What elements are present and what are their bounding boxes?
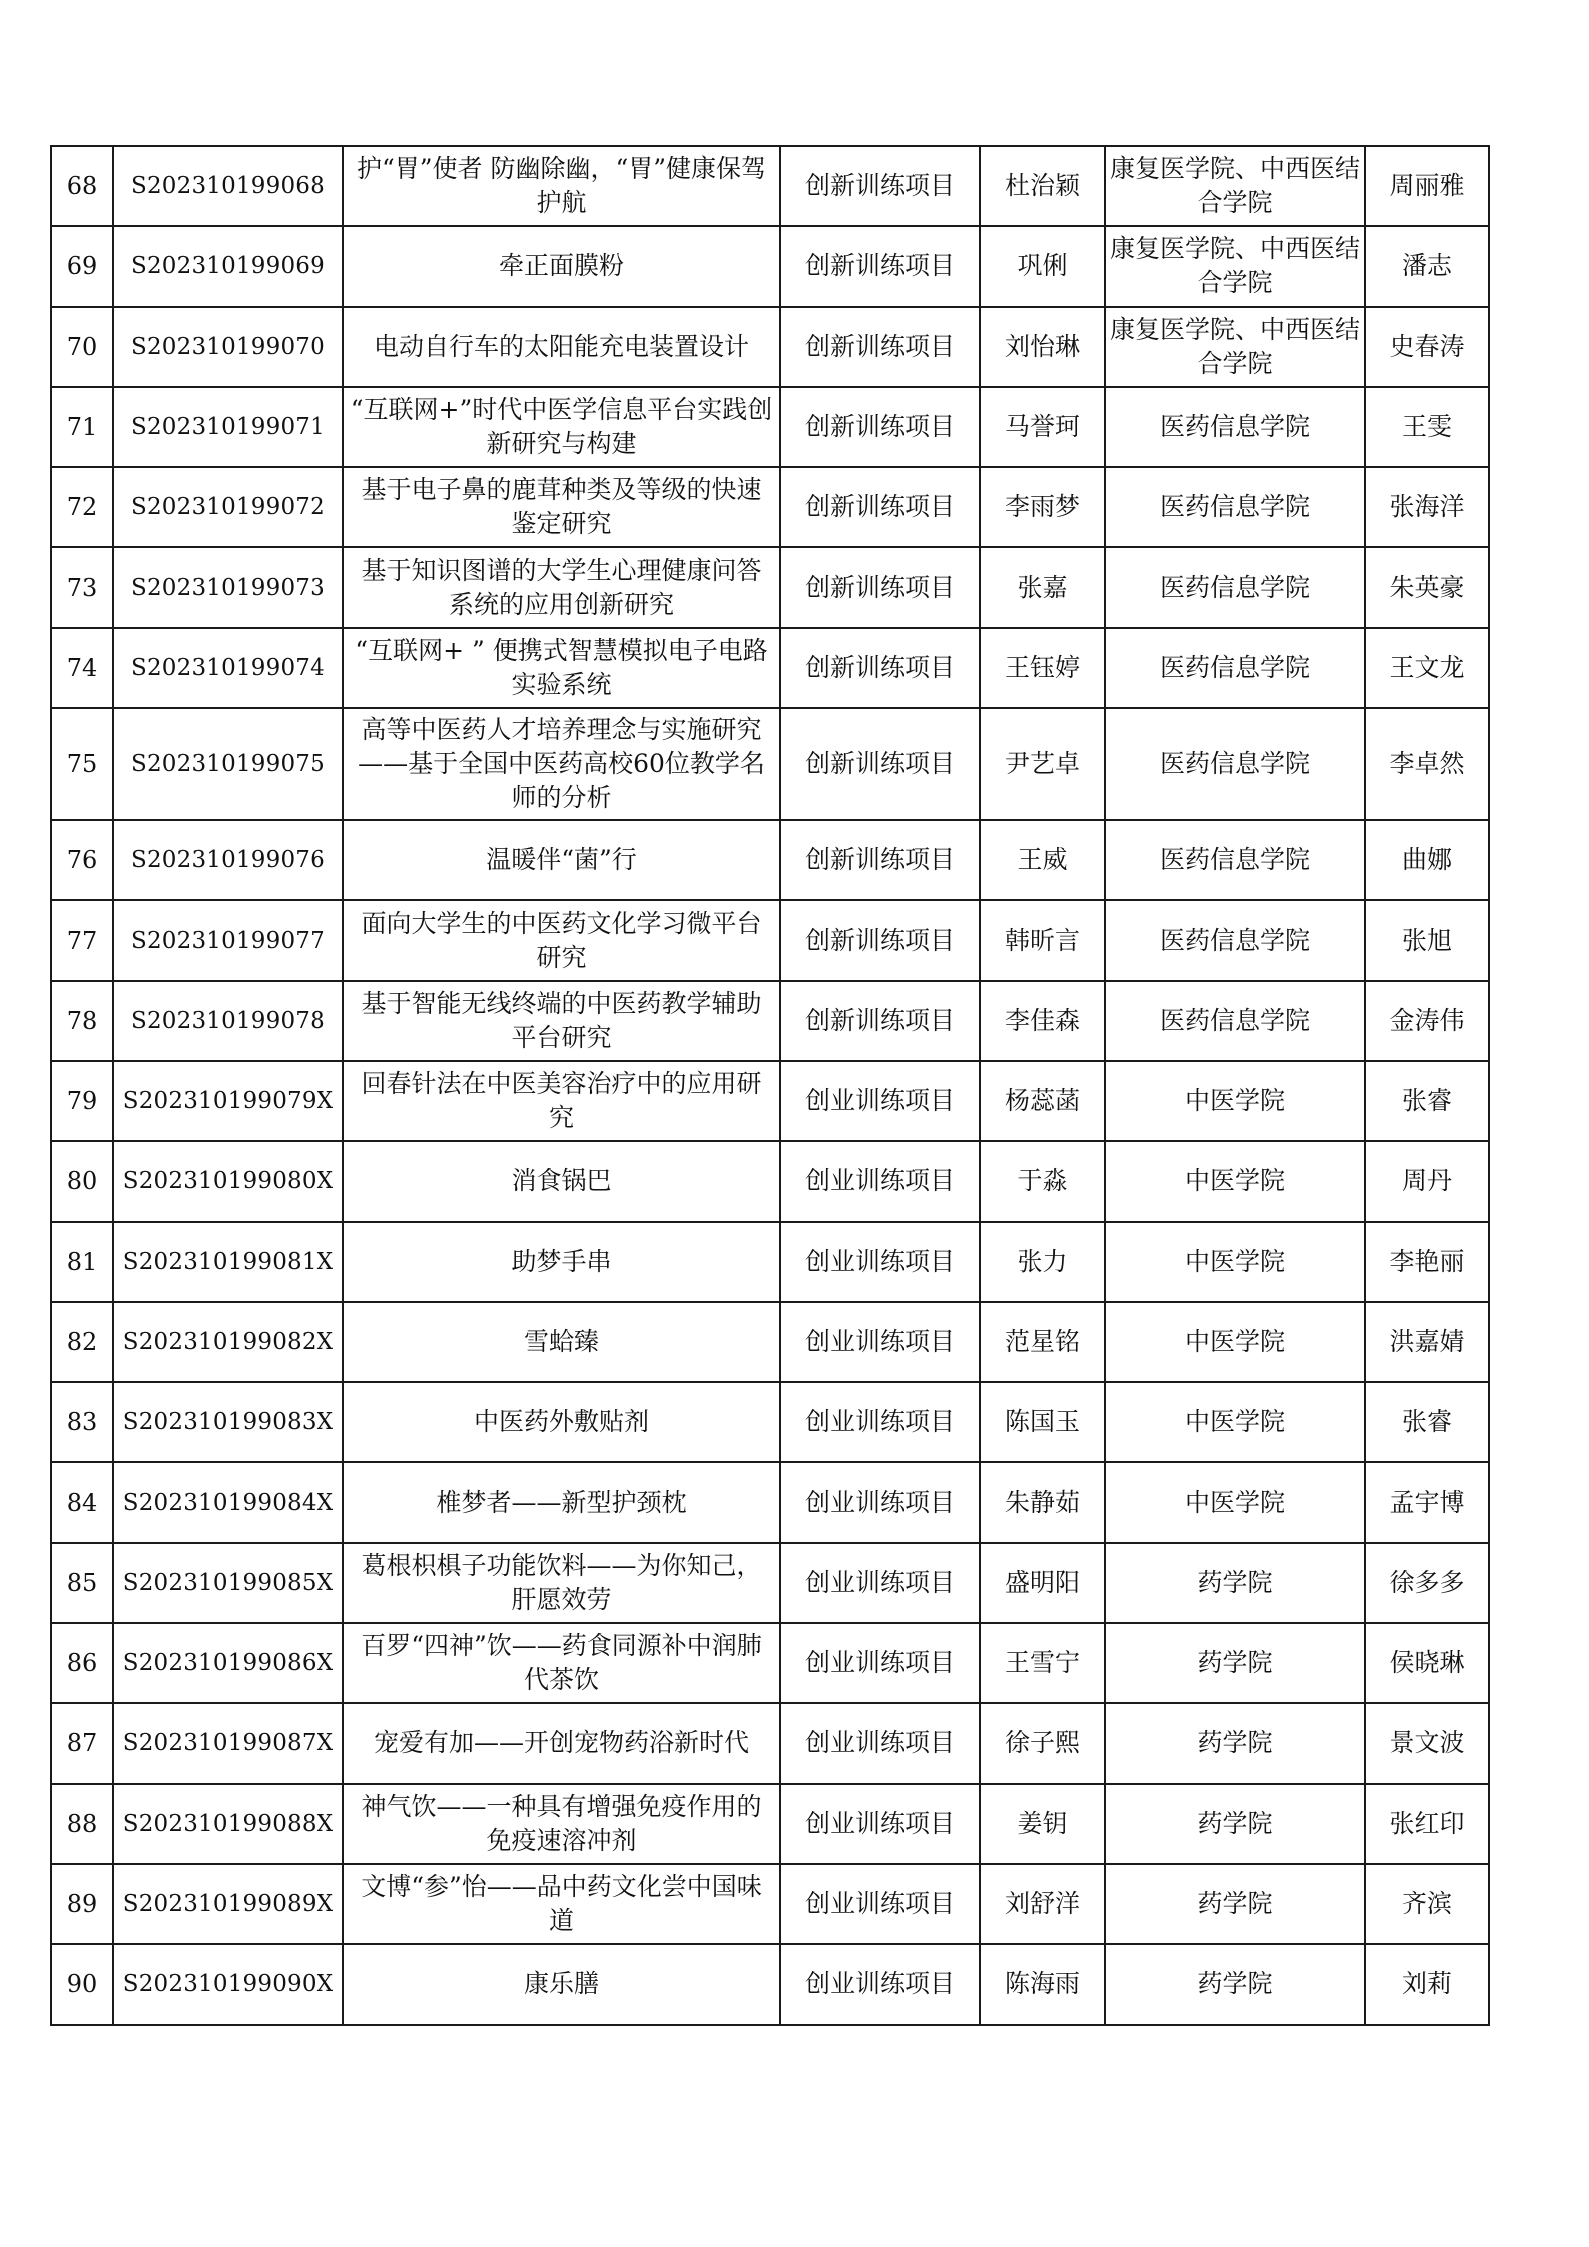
cell-project-type: 创新训练项目 [780,146,980,226]
table-row [51,1623,1489,1703]
cell-college: 医药信息学院 [1105,900,1365,980]
cell-serial-number: 74 [51,628,113,708]
cell-project-leader: 于淼 [980,1141,1105,1221]
cell-project-type: 创新训练项目 [780,820,980,900]
table-row [51,146,1489,226]
cell-project-type: 创业训练项目 [780,1141,980,1221]
cell-college: 中医学院 [1105,1222,1365,1302]
cell-project-leader: 刘舒洋 [980,1864,1105,1944]
cell-project-code: S202310199086X [113,1623,343,1703]
cell-advisor: 洪嘉婧 [1365,1302,1489,1382]
cell-college: 中医学院 [1105,1382,1365,1462]
cell-serial-number: 69 [51,226,113,306]
cell-project-type: 创新训练项目 [780,900,980,980]
cell-college: 中医学院 [1105,1141,1365,1221]
cell-serial-number: 87 [51,1703,113,1783]
cell-advisor: 徐多多 [1365,1543,1489,1623]
cell-project-leader: 王钰婷 [980,628,1105,708]
table-row [51,1864,1489,1944]
cell-serial-number: 82 [51,1302,113,1382]
cell-project-type: 创业训练项目 [780,1222,980,1302]
cell-project-name: 基于电子鼻的鹿茸种类及等级的快速鉴定研究 [343,467,780,547]
cell-advisor: 孟宇博 [1365,1462,1489,1542]
cell-college: 药学院 [1105,1784,1365,1864]
cell-project-code: S202310199077 [113,900,343,980]
cell-advisor: 刘莉 [1365,1944,1489,2024]
cell-college: 中医学院 [1105,1462,1365,1542]
cell-project-name: 雪蛤臻 [343,1302,780,1382]
table-row [51,981,1489,1061]
cell-project-type: 创新训练项目 [780,226,980,306]
cell-project-type: 创业训练项目 [780,1462,980,1542]
cell-project-code: S202310199074 [113,628,343,708]
cell-project-leader: 范星铭 [980,1302,1105,1382]
cell-project-code: S202310199089X [113,1864,343,1944]
cell-project-code: S202310199079X [113,1061,343,1141]
cell-project-name: 消食锅巴 [343,1141,780,1221]
cell-project-type: 创新训练项目 [780,547,980,627]
cell-college: 药学院 [1105,1543,1365,1623]
cell-project-leader: 李佳森 [980,981,1105,1061]
cell-project-type: 创业训练项目 [780,1623,980,1703]
cell-project-code: S202310199080X [113,1141,343,1221]
cell-advisor: 曲娜 [1365,820,1489,900]
cell-project-type: 创业训练项目 [780,1302,980,1382]
cell-project-type: 创新训练项目 [780,467,980,547]
cell-serial-number: 84 [51,1462,113,1542]
cell-project-code: S202310199085X [113,1543,343,1623]
cell-project-name: 基于智能无线终端的中医药教学辅助平台研究 [343,981,780,1061]
cell-project-type: 创新训练项目 [780,708,980,820]
table-row [51,1222,1489,1302]
cell-serial-number: 86 [51,1623,113,1703]
cell-project-code: S202310199078 [113,981,343,1061]
cell-project-code: S202310199083X [113,1382,343,1462]
cell-serial-number: 79 [51,1061,113,1141]
table-row [51,387,1489,467]
cell-project-name: 椎梦者——新型护颈枕 [343,1462,780,1542]
cell-project-name: 文博“参”怡——品中药文化尝中国味道 [343,1864,780,1944]
cell-college: 药学院 [1105,1864,1365,1944]
cell-project-type: 创业训练项目 [780,1703,980,1783]
table-row [51,307,1489,387]
cell-college: 医药信息学院 [1105,628,1365,708]
cell-college: 康复医学院、中西医结合学院 [1105,146,1365,226]
cell-advisor: 周丽雅 [1365,146,1489,226]
table-row [51,226,1489,306]
cell-project-leader: 杜治颖 [980,146,1105,226]
table-row [51,467,1489,547]
table-row [51,1944,1489,2024]
cell-advisor: 王雯 [1365,387,1489,467]
cell-college: 药学院 [1105,1703,1365,1783]
cell-project-code: S202310199070 [113,307,343,387]
project-table [50,145,1490,2026]
cell-advisor: 李艳丽 [1365,1222,1489,1302]
cell-college: 药学院 [1105,1944,1365,2024]
cell-college: 医药信息学院 [1105,981,1365,1061]
cell-project-type: 创新训练项目 [780,628,980,708]
table-row [51,547,1489,627]
cell-advisor: 张旭 [1365,900,1489,980]
table-row [51,1061,1489,1141]
cell-advisor: 张睿 [1365,1382,1489,1462]
cell-project-leader: 巩俐 [980,226,1105,306]
cell-college: 药学院 [1105,1623,1365,1703]
cell-project-name: 回春针法在中医美容治疗中的应用研究 [343,1061,780,1141]
cell-serial-number: 81 [51,1222,113,1302]
cell-advisor: 景文波 [1365,1703,1489,1783]
cell-project-type: 创业训练项目 [780,1061,980,1141]
cell-project-code: S202310199084X [113,1462,343,1542]
cell-project-name: “互联网+”时代中医学信息平台实践创新研究与构建 [343,387,780,467]
cell-project-code: S202310199088X [113,1784,343,1864]
cell-project-leader: 杨蕊菡 [980,1061,1105,1141]
cell-advisor: 王文龙 [1365,628,1489,708]
cell-advisor: 李卓然 [1365,708,1489,820]
cell-advisor: 张海洋 [1365,467,1489,547]
cell-project-name: 温暖伴“菌”行 [343,820,780,900]
cell-project-code: S202310199076 [113,820,343,900]
cell-college: 医药信息学院 [1105,547,1365,627]
cell-serial-number: 68 [51,146,113,226]
cell-project-leader: 李雨梦 [980,467,1105,547]
cell-project-leader: 姜钥 [980,1784,1105,1864]
table-row [51,708,1489,820]
cell-project-name: 康乐膳 [343,1944,780,2024]
table-row [51,1382,1489,1462]
cell-serial-number: 72 [51,467,113,547]
table-row [51,820,1489,900]
cell-project-code: S202310199090X [113,1944,343,2024]
cell-serial-number: 71 [51,387,113,467]
cell-project-leader: 张嘉 [980,547,1105,627]
cell-advisor: 金涛伟 [1365,981,1489,1061]
cell-project-type: 创业训练项目 [780,1382,980,1462]
cell-college: 医药信息学院 [1105,708,1365,820]
cell-college: 中医学院 [1105,1302,1365,1382]
cell-project-name: 神气饮——一种具有增强免疫作用的免疫速溶冲剂 [343,1784,780,1864]
cell-college: 医药信息学院 [1105,467,1365,547]
cell-serial-number: 89 [51,1864,113,1944]
table-row [51,1141,1489,1221]
cell-college: 医药信息学院 [1105,387,1365,467]
cell-serial-number: 75 [51,708,113,820]
table-row [51,1784,1489,1864]
cell-college: 康复医学院、中西医结合学院 [1105,226,1365,306]
cell-project-leader: 盛明阳 [980,1543,1105,1623]
cell-project-leader: 张力 [980,1222,1105,1302]
cell-project-leader: 徐子熙 [980,1703,1105,1783]
cell-project-code: S202310199082X [113,1302,343,1382]
cell-project-code: S202310199087X [113,1703,343,1783]
cell-project-name: 面向大学生的中医药文化学习微平台研究 [343,900,780,980]
cell-project-name: 百罗“四神”饮——药食同源补中润肺代茶饮 [343,1623,780,1703]
cell-project-type: 创新训练项目 [780,387,980,467]
cell-advisor: 张睿 [1365,1061,1489,1141]
cell-project-name: 葛根枳椇子功能饮料——为你知己，肝愿效劳 [343,1543,780,1623]
cell-project-leader: 王威 [980,820,1105,900]
cell-project-type: 创新训练项目 [780,981,980,1061]
cell-advisor: 朱英豪 [1365,547,1489,627]
cell-project-name: 牵正面膜粉 [343,226,780,306]
cell-serial-number: 77 [51,900,113,980]
cell-college: 康复医学院、中西医结合学院 [1105,307,1365,387]
cell-project-leader: 马誉珂 [980,387,1105,467]
table-row [51,1543,1489,1623]
cell-serial-number: 78 [51,981,113,1061]
cell-advisor: 周丹 [1365,1141,1489,1221]
cell-project-code: S202310199069 [113,226,343,306]
cell-project-type: 创业训练项目 [780,1543,980,1623]
cell-project-name: 宠爱有加——开创宠物药浴新时代 [343,1703,780,1783]
cell-project-code: S202310199081X [113,1222,343,1302]
cell-serial-number: 76 [51,820,113,900]
cell-project-name: “互联网+ ” 便携式智慧模拟电子电路实验系统 [343,628,780,708]
cell-project-name: 高等中医药人才培养理念与实施研究——基于全国中医药高校60位教学名师的分析 [343,708,780,820]
cell-serial-number: 70 [51,307,113,387]
cell-advisor: 史春涛 [1365,307,1489,387]
cell-project-code: S202310199071 [113,387,343,467]
cell-project-type: 创业训练项目 [780,1784,980,1864]
table-row [51,900,1489,980]
cell-project-leader: 韩昕言 [980,900,1105,980]
cell-project-leader: 朱静茹 [980,1462,1105,1542]
cell-serial-number: 83 [51,1382,113,1462]
cell-project-type: 创新训练项目 [780,307,980,387]
cell-serial-number: 85 [51,1543,113,1623]
cell-project-name: 基于知识图谱的大学生心理健康问答系统的应用创新研究 [343,547,780,627]
cell-project-name: 中医药外敷贴剂 [343,1382,780,1462]
table-row [51,628,1489,708]
table-row [51,1462,1489,1542]
cell-advisor: 潘志 [1365,226,1489,306]
cell-project-leader: 王雪宁 [980,1623,1105,1703]
cell-serial-number: 88 [51,1784,113,1864]
cell-project-leader: 陈国玉 [980,1382,1105,1462]
cell-serial-number: 80 [51,1141,113,1221]
cell-project-type: 创业训练项目 [780,1944,980,2024]
cell-college: 医药信息学院 [1105,820,1365,900]
cell-advisor: 侯晓琳 [1365,1623,1489,1703]
cell-project-code: S202310199073 [113,547,343,627]
cell-project-type: 创业训练项目 [780,1864,980,1944]
cell-project-code: S202310199072 [113,467,343,547]
cell-serial-number: 90 [51,1944,113,2024]
cell-advisor: 齐滨 [1365,1864,1489,1944]
table-row [51,1703,1489,1783]
table-row [51,1302,1489,1382]
cell-project-code: S202310199075 [113,708,343,820]
cell-project-name: 护“胃”使者 防幽除幽，“胃”健康保驾护航 [343,146,780,226]
cell-project-leader: 刘怡琳 [980,307,1105,387]
cell-project-name: 助梦手串 [343,1222,780,1302]
cell-project-leader: 陈海雨 [980,1944,1105,2024]
cell-serial-number: 73 [51,547,113,627]
cell-college: 中医学院 [1105,1061,1365,1141]
cell-project-leader: 尹艺卓 [980,708,1105,820]
cell-project-code: S202310199068 [113,146,343,226]
cell-advisor: 张红印 [1365,1784,1489,1864]
cell-project-name: 电动自行车的太阳能充电装置设计 [343,307,780,387]
table-body [51,146,1489,2025]
